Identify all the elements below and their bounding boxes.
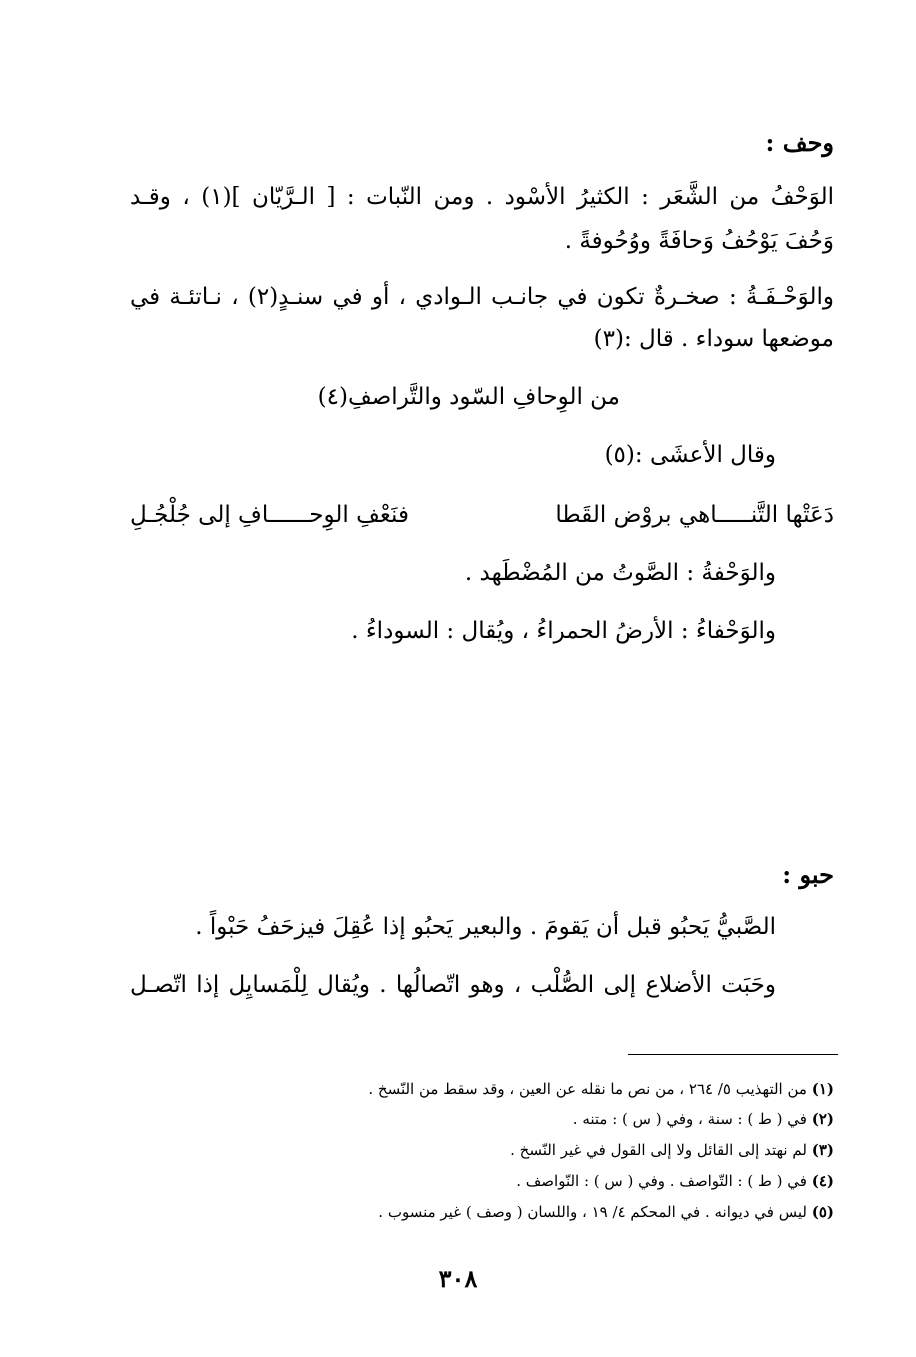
verse-hemistich-left: فنَعْفِ الوِحــــــافِ إلى جُلْجُـلِ [130, 502, 409, 528]
paragraph-line: والوَحْفاءُ : الأرضُ الحمراءُ ، ويُقال : السوداءُ . [351, 618, 776, 644]
paragraph-line: وَحُفَ يَوْحُفُ وَحافَةً ووُحُوفةً . [564, 228, 834, 254]
paragraph-line: موضعها سوداء . قال :(٣) [593, 326, 834, 352]
footnote [378, 1203, 834, 1221]
footnote-number: (١) [811, 1080, 834, 1098]
footnote [368, 1080, 834, 1098]
footnote-text: في ( ط ) : سنة ، وفي ( س ) : متنه . [572, 1110, 807, 1128]
paragraph-line: الصَّبيُّ يَحبُو قبل أن يَقومَ . والبعير يَحبُو إذا عُقِلَ فيزحَفُ حَبْواً . [195, 914, 776, 940]
paragraph-line: والوَحْفةُ : الصَّوتُ من المُضْطَهد . [464, 560, 776, 586]
footnote [573, 1110, 834, 1128]
footnote-text: ليس في ديوانه . في المحكم ٤/ ١٩ ، واللسان ( وصف ) غير منسوب . [378, 1203, 807, 1221]
headword-habw: حبو : [782, 860, 834, 889]
paragraph-line: وحَبَت الأضلاع إلى الصُّلْب ، وهو اتّصالُها . ويُقال لِلْمَسايِل إذا اتّصـل [130, 972, 776, 998]
footnote-number: (٢) [811, 1110, 834, 1128]
verse-line: من الوِحافِ السّود والتَّراصفِ(٤) [317, 384, 620, 410]
footnote-number: (٥) [811, 1203, 834, 1221]
paragraph-line: والوَحْـفَـةُ : صخـرةٌ تكون في جانـب الـوادي ، أو في سنـدٍ(٢) ، نـاتئـة في [130, 284, 834, 310]
headword-wahf: وحف : [765, 128, 834, 157]
paragraph-line: وقال الأعشَى :(٥) [604, 442, 776, 468]
footnote [516, 1172, 834, 1190]
page-number: ٣٠٨ [438, 1264, 478, 1293]
footnote-number: (٣) [811, 1141, 834, 1159]
footnote-divider [628, 1054, 838, 1055]
footnote [510, 1141, 834, 1159]
verse-hemistich-right: دَعَتْها التَّنـــــاهي بروْض القَطا [555, 502, 834, 528]
footnote-text: في ( ط ) : التّواصف . وفي ( س ) : النّواصف . [516, 1172, 807, 1190]
footnote-text: لم نهتد إلى القائل ولا إلى القول في غير النّسخ . [510, 1141, 807, 1159]
footnote-text: من التهذيب ٥/ ٢٦٤ ، من نص ما نقله عن العين ، وقد سقط من النّسخ . [368, 1080, 807, 1098]
paragraph-line: الوَحْفُ من الشَّعَر : الكثيرُ الأسْود . ومن النّبات : [ الـرَّيّان ](١) ، وقـد [130, 184, 835, 210]
footnote-number: (٤) [811, 1172, 834, 1190]
